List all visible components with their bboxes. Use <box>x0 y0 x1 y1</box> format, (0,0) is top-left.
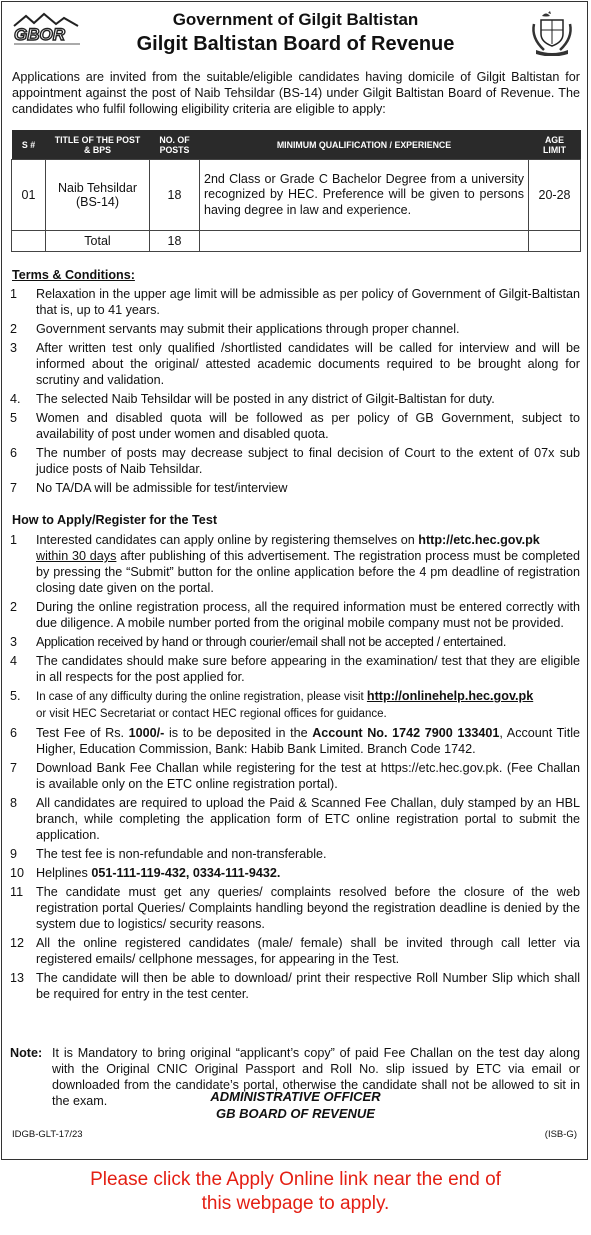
list-item: 6 Test Fee of Rs. 1000/- is to be deposited in the Account No. 1742 7900 133401, Account Title Higher, Education Commission, Bank: Habib Bank Limited. Branch Code 1742. <box>10 726 581 756</box>
header-government: Government of Gilgit Baltistan <box>172 10 419 29</box>
list-item: 9 The test fee is non-refundable and non-transferable. <box>10 847 327 861</box>
list-item: 6 The number of posts may decrease subject to final decision of Court to the extent of 07x sub judice posts of Naib Tehsildar. <box>10 446 580 476</box>
list-item: 7 Download Bank Fee Challan while registering for the test at https://etc.hec.gov.pk. (Fee Challan is available only on the ETC online registration portal). <box>10 761 580 791</box>
header-title: TITLE OF THE POST & BPS <box>46 130 150 160</box>
table-header-row <box>12 130 581 160</box>
table-total-row <box>12 231 581 252</box>
header-age: AGE LIMIT <box>529 130 581 160</box>
etc-hec-link[interactable]: http://etc.hec.gov.pk <box>418 533 540 547</box>
list-item: 3 After written test only qualified /shortlisted candidates will be called for interview and will be informed about the original/ attested academic documents required to be brought along for scrutiny and validation. <box>10 341 580 387</box>
list-item: 12 All the online registered candidates (male/ female) shall be invited through call letter via registered emails/ cellphone messages, for appearing in the Test. <box>10 936 580 966</box>
ad-reference: IDGB-GLT-17/23 <box>12 1129 83 1140</box>
intro-paragraph: Applications are invited from the suitable/eligible candidates having domicile of Gilgit Baltistan for appointment against the post of Naib Tehsildar (BS-14) under Gilgit Baltistan Board of Revenue. The candidates who fulfil following eligibility criteria are eligible to apply: <box>12 70 580 116</box>
list-item: 2 During the online registration process, all the required information must be entered correctly with due diligence. A mobile number ported from the original mobile company must not be provided. <box>10 600 580 630</box>
header-posts: NO. OF POSTS <box>150 130 200 160</box>
list-item: 4. The selected Naib Tehsildar will be posted in any district of Gilgit-Baltistan for duty. <box>10 392 495 406</box>
ad-region-code: (ISB-G) <box>544 1129 577 1140</box>
list-item: 13 The candidate will then be able to download/ print their respective Roll Number Slip which shall be required for entry in the test center. <box>10 971 580 1001</box>
list-item: 8 All candidates are required to upload the Paid & Scanned Fee Challan, duly stamped by an HBL branch, while completing the application form of ETC online registration portal to submit the application. <box>10 796 580 842</box>
list-item: 10 Helplines 051-111-119-432, 0334-111-9432. <box>10 866 281 880</box>
list-item: 5 Women and disabled quota will be followed as per policy of GB Government, subject to availability of post under women and disabled quota. <box>10 411 580 441</box>
cell-sno: 01 <box>12 160 46 231</box>
onlinehelp-link[interactable]: http://onlinehelp.hec.gov.pk <box>366 689 534 703</box>
header-board: Gilgit Baltistan Board of Revenue <box>136 33 455 55</box>
note-text: It is Mandatory to bring original “applicant’s copy” of paid Fee Challan on the test day along with the Original CNIC Original Passport and Roll No. slip issued by ETC via email or downloaded from the candidate’s portal, otherwise the candidate shall not be allowed to sit in the exam. <box>52 1046 580 1108</box>
cell-qualification: 2nd Class or Grade C Bachelor Degree from a university recognized by HEC. Preference will be given to persons having degree in law and experience. <box>200 160 529 231</box>
list-item: 1 Interested candidates can apply online by registering themselves on http://etc.hec.gov.pk within 30 days after publishing of this advertisement. The registration process must be completed by pressing the “Submit” button for the online application before the 4 pm deadline of registration closing date given on the portal. <box>10 533 581 595</box>
list-item: 5. In case of any difficulty during the online registration, please visit http://onlinehelp.hec.gov.pk or visit HEC Secretariat or contact HEC regional offices for guidance. <box>10 689 534 720</box>
header-sno: S # <box>12 130 46 160</box>
terms-heading: Terms & Conditions: <box>12 268 135 282</box>
table-row <box>12 160 581 231</box>
list-item: 2 Government servants may submit their applications through proper channel. <box>10 322 460 336</box>
total-value: 18 <box>150 231 200 252</box>
header-qualification: MINIMUM QUALIFICATION / EXPERIENCE <box>200 130 529 160</box>
posts-table <box>11 130 581 252</box>
list-item: 4 The candidates should make sure before appearing in the examination/ test that they are eligible in all respects for the post applied for. <box>10 654 580 684</box>
apply-online-notice: Please click the Apply Online link near the end of this webpage to apply. <box>90 1169 501 1214</box>
apply-list <box>10 532 580 1002</box>
apply-heading: How to Apply/Register for the Test <box>12 513 218 527</box>
signature-office: GB BOARD OF REVENUE <box>216 1106 375 1121</box>
cell-title: Naib Tehsildar (BS-14) <box>46 160 150 231</box>
cell-posts: 18 <box>150 160 200 231</box>
logo-text: GBOR <box>14 25 65 44</box>
list-item: 11 The candidate must get any queries/ complaints resolved before the closure of the web registration portal Queries/ Complaints handling beyond the registration deadline is denied by the system due to logistics/ security reasons. <box>10 885 580 931</box>
list-item: 7 No TA/DA will be admissible for test/interview <box>10 481 288 495</box>
total-label: Total <box>46 231 150 252</box>
list-item: 1 Relaxation in the upper age limit will be admissible as per policy of Government of Gilgit-Baltistan that is, up to 41 years. <box>10 287 580 317</box>
terms-list <box>10 286 580 496</box>
cell-age: 20-28 <box>529 160 581 231</box>
list-item: 3 Application received by hand or through courier/email shall not be accepted / entertained. <box>10 635 507 649</box>
note-label: Note: <box>10 1046 43 1060</box>
signature-title: ADMINISTRATIVE OFFICER <box>210 1089 381 1104</box>
